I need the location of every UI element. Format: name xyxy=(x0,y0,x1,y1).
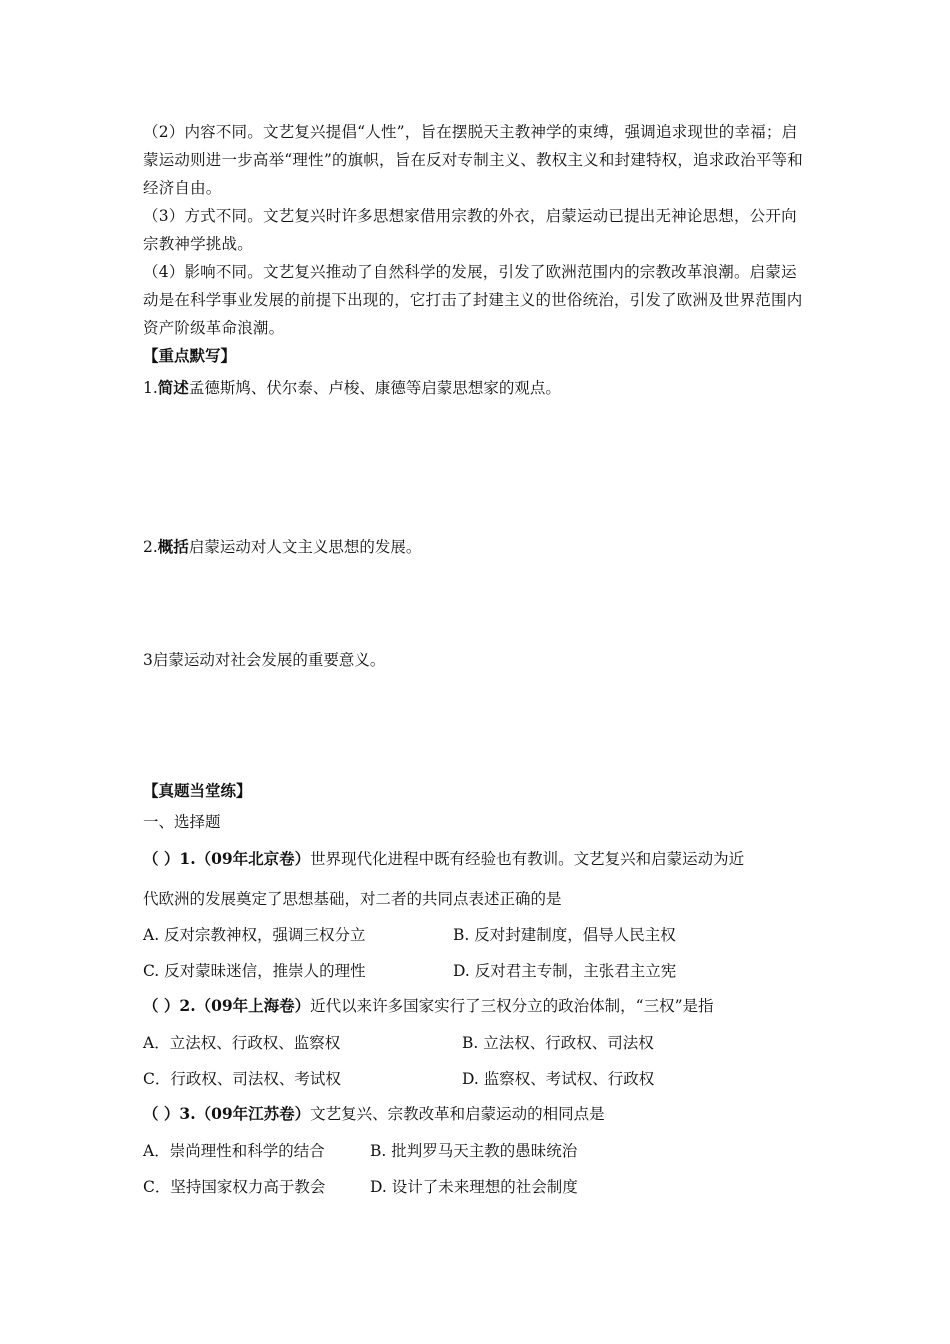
comparison-point-4: （4）影响不同。文艺复兴推动了自然科学的发展，引发了欧洲范围内的宗教改革浪潮。启蒙运动是在科学事业发展的前提下出现的，它打击了封建主义的世俗统治，引发了欧洲及世界范围内资产阶级革命浪潮。 xyxy=(143,263,803,337)
dictation-question-1 xyxy=(143,378,561,398)
mcq-2-option-b: B. 立法权、行政权、司法权 xyxy=(462,1034,654,1052)
question-stem: 文艺复兴、宗教改革和启蒙运动的相同点是 xyxy=(310,1105,605,1123)
comparison-point-3: （3）方式不同。文艺复兴时许多思想家借用宗教的外衣，启蒙运动已提出无神论思想，公开向宗教神学挑战。 xyxy=(143,207,797,253)
mcq-2-stem xyxy=(143,996,714,1016)
mcq-3-option-a: A．崇尚理性和科学的结合 xyxy=(143,1142,325,1160)
question-keyword: 简述 xyxy=(157,378,189,397)
dictation-question-2 xyxy=(143,537,421,557)
question-text: 启蒙运动对人文主义思想的发展。 xyxy=(188,538,422,556)
answer-bracket: （ ） xyxy=(143,996,180,1015)
question-number: 1. xyxy=(143,379,158,397)
mcq-1-option-c: C. 反对蒙昧迷信，推崇人的理性 xyxy=(143,962,366,980)
question-keyword: 概括 xyxy=(157,537,189,556)
mcq-1-option-a: A. 反对宗教神权，强调三权分立 xyxy=(143,926,366,944)
practice-heading: 【真题当堂练】 xyxy=(143,781,252,800)
section-title: 一、选择题 xyxy=(143,813,221,831)
mcq-2-option-d: D. 监察权、考试权、行政权 xyxy=(462,1070,655,1088)
question-text: 孟德斯鸠、伏尔泰、卢梭、康德等启蒙思想家的观点。 xyxy=(188,379,561,397)
question-stem: 近代以来许多国家实行了三权分立的政治体制，“三权”是指 xyxy=(310,997,714,1015)
mcq-2-option-c: C．行政权、司法权、考试权 xyxy=(143,1070,341,1088)
mcq-3-option-d: D. 设计了未来理想的社会制度 xyxy=(370,1178,578,1196)
mcq-3-option-b: B. 批判罗马天主教的愚昧统治 xyxy=(370,1142,578,1160)
mcq-3-stem xyxy=(143,1104,605,1124)
mcq-1-stem-line-2: 代欧洲的发展奠定了思想基础，对二者的共同点表述正确的是 xyxy=(143,890,562,908)
question-source: 3.（09年江苏卷） xyxy=(179,1104,311,1123)
mcq-1-option-d: D. 反对君主专制，主张君主立宪 xyxy=(453,962,677,980)
mcq-3-option-c: C．坚持国家权力高于教会 xyxy=(143,1178,326,1196)
dictation-question-3: 3启蒙运动对社会发展的重要意义。 xyxy=(143,651,386,669)
answer-bracket: （ ） xyxy=(143,849,180,868)
answer-bracket: （ ） xyxy=(143,1104,180,1123)
mcq-1-option-b: B. 反对封建制度，倡导人民主权 xyxy=(453,926,676,944)
question-number: 2. xyxy=(143,538,158,556)
question-stem: 世界现代化进程中既有经验也有教训。文艺复兴和启蒙运动为近 xyxy=(310,850,745,868)
comparison-point-2: （2）内容不同。文艺复兴提倡“人性”，旨在摆脱天主教神学的束缚，强调追求现世的幸福；启蒙运动则进一步高举“理性”的旗帜，旨在反对专制主义、教权主义和封建特权，追求政治平等和经济自由。 xyxy=(143,123,803,197)
question-source: 2.（09年上海卷） xyxy=(179,996,311,1015)
mcq-2-option-a: A．立法权、行政权、监察权 xyxy=(143,1034,341,1052)
question-source: 1.（09年北京卷） xyxy=(179,849,311,868)
mcq-1-stem-line-1 xyxy=(143,849,744,869)
dictation-heading: 【重点默写】 xyxy=(143,346,237,365)
